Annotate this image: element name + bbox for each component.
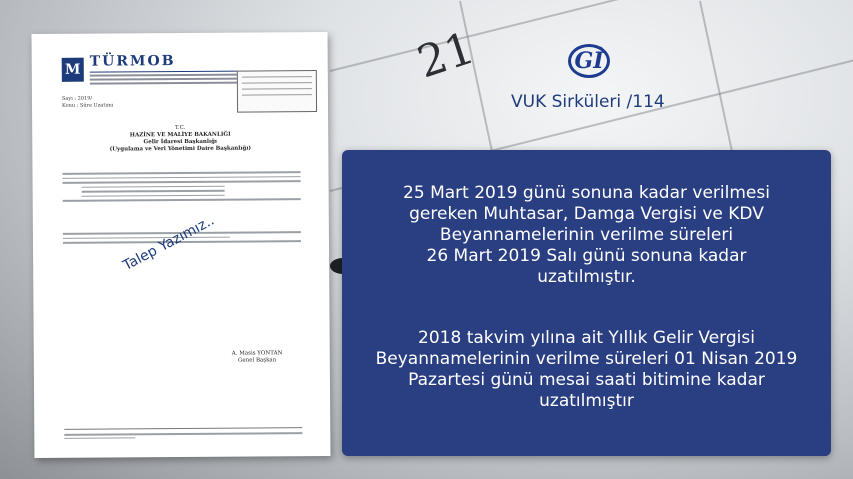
gi-logo-glyph: Gİ [574, 48, 604, 74]
announcement-paragraph-2 [352, 328, 821, 412]
letter-heading-line: HAZİNE VE MALİYE BAKANLIĞI [129, 131, 231, 139]
announcement-line: 2018 takvim yılına ait Yıllık Gelir Vergisi [418, 328, 755, 348]
letter-heading-line: (Uygulama ve Veri Yönetimi Daire Başkanlığı) [109, 145, 252, 153]
letter-signature [232, 350, 283, 364]
announcement-line: Beyannamelerinin verilme süreleri 01 Nisan 2019 [375, 349, 798, 369]
gi-logo-icon [568, 44, 610, 78]
letter-number: Sayı : 2019/ [61, 95, 93, 102]
signatory-name: A. Masis YONTAN [231, 350, 283, 357]
letter-subject: Konu : Süre Uzatımı [62, 102, 114, 109]
announcement-line: uzatılmıştır. [537, 267, 636, 287]
announcement-line: Pazartesi günü mesai saati bitimine kadar [408, 370, 765, 390]
letter-brand-subtitle [90, 71, 240, 85]
announcement-line: 25 Mart 2019 günü sonuna kadar verilmesi [403, 183, 770, 203]
announcement-line: Beyannamelerinin verilme süreleri [439, 225, 734, 245]
letter-heading-line: T.C. [174, 124, 186, 132]
announcement-line: 26 Mart 2019 Salı günü sonuna kadar [426, 246, 747, 266]
letter-body [62, 168, 300, 204]
letter-meta [62, 95, 113, 109]
turmob-logo-icon: M [62, 58, 84, 82]
letter-heading-line: Gelir İdaresi Başkanlığı [143, 138, 218, 146]
announcement-paragraph-1 [352, 183, 821, 288]
received-stamp [237, 70, 317, 113]
calendar-day-number: 21 [411, 22, 481, 89]
letter-footer [64, 427, 302, 441]
letter-heading [32, 124, 328, 154]
announcement-line: gereken Muhtasar, Damga Vergisi ve KDV [409, 204, 764, 224]
request-letter-label: Talep Yazımız.. [120, 212, 218, 274]
circular-title: VUK Sirküleri /114 [511, 92, 665, 112]
announcement-line: uzatılmıştır [539, 391, 634, 411]
announcement-panel [342, 150, 831, 456]
letter-brand: TÜRMOB [89, 53, 176, 70]
signatory-title: Genel Başkan [237, 357, 277, 364]
